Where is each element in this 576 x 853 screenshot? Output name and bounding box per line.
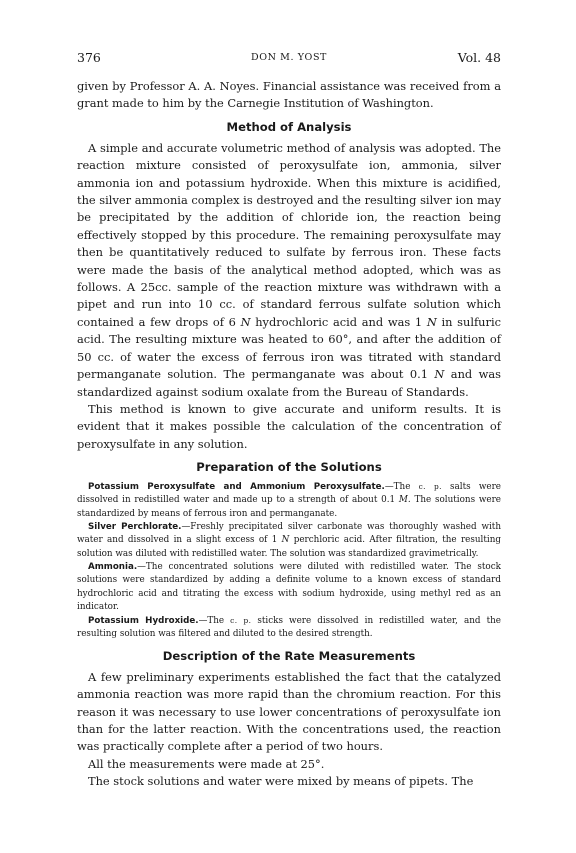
method-paragraph-2: This method is known to give accurate and uniform results. It is evident that it makes possible the calculation of the concentration of peroxysulfate in any solution. xyxy=(77,401,501,451)
prep-item-peroxysulfate: Potassium Peroxysulfate and Ammonium Peroxysulfate.—The c. p. salts were dissolved in redistilled water and made up to a strength of about 0.1 M. The solutions were standardized by means of ferrous iron and permanganate. xyxy=(77,482,501,519)
journal-page xyxy=(77,49,501,791)
preparation-section xyxy=(77,480,501,642)
rate-paragraph-2: All the measurements were made at 25°. xyxy=(88,756,325,771)
prep-item-silver-perchlorate: Silver Perchlorate.—Freshly precipitated silver carbonate was thoroughly washed with water and dissolved in a slight excess of 1 N perchloric acid. After filtration, the resulting solution was diluted with redistilled water. The solution was standardized gravimetrically. xyxy=(77,522,501,559)
heading-preparation-of-solutions: Preparation of the Solutions xyxy=(196,460,382,475)
volume-label: Vol. 48 xyxy=(457,50,501,65)
method-section xyxy=(77,140,501,453)
prep-item-potassium-hydroxide: Potassium Hydroxide.—The c. p. sticks were dissolved in redistilled water, and the resulting solution was filtered and diluted to the desired strength. xyxy=(77,616,501,640)
intro-block xyxy=(77,78,501,113)
intro-paragraph: given by Professor A. A. Noyes. Financial assistance was received from a grant made to him by the Carnegie Institution of Washington. xyxy=(77,79,501,111)
running-author: DON M. YOST xyxy=(250,52,327,63)
heading-rate-measurements: Description of the Rate Measurements xyxy=(162,648,416,663)
running-header xyxy=(77,49,501,67)
method-paragraph-1: A simple and accurate volumetric method of analysis was adopted. The reaction mixture consisted of peroxysulfate ion, ammonia, silver ammonia ion and potassium hydroxide. When this mixture is acidified, the silver ammonia complex is destroyed and the resulting silver ion may be precipitated by the addition of chloride ion, the reaction being effectively stopped by this procedure. The remaining peroxysulfate may then be quantitatively reduced to sulfate by ferrous iron. These facts were made the basis of the analytical method adopted, which was as follows. A 25cc. sample of the reaction mixture was withdrawn with a pipet and run into 10 cc. of standard ferrous sulfate solution which contained a few drops of 6 N hydrochloric acid and was 1 N in sulfuric acid. The resulting mixture was heated to 60°, and after the addition of 50 cc. of water the excess of ferrous iron was titrated with standard permanganate solution. The permanganate was about 0.1 N and was standardized against sodium oxalate from the Bureau of Standards. xyxy=(77,140,501,399)
rate-paragraph-1: A few preliminary experiments established the fact that the catalyzed ammonia reaction was more rapid than the chromium reaction. For this reason it was necessary to use lower concentrations of peroxysulfate ion than for the latter reaction. With the concentrations used, the reaction was practically complete after a period of two hours. xyxy=(77,669,501,754)
heading-method-of-analysis: Method of Analysis xyxy=(226,119,352,134)
rate-paragraph-3: The stock solutions and water were mixed by means of pipets. The xyxy=(88,774,474,789)
page-number: 376 xyxy=(77,50,101,65)
rate-section xyxy=(77,669,501,791)
prep-item-ammonia: Ammonia.—The concentrated solutions were diluted with redistilled water. The stock solutions were standardized by adding a definite volume to a known excess of standard hydrochloric acid and titrating the excess with sodium hydroxide, using methyl red as an indicator. xyxy=(77,561,501,612)
